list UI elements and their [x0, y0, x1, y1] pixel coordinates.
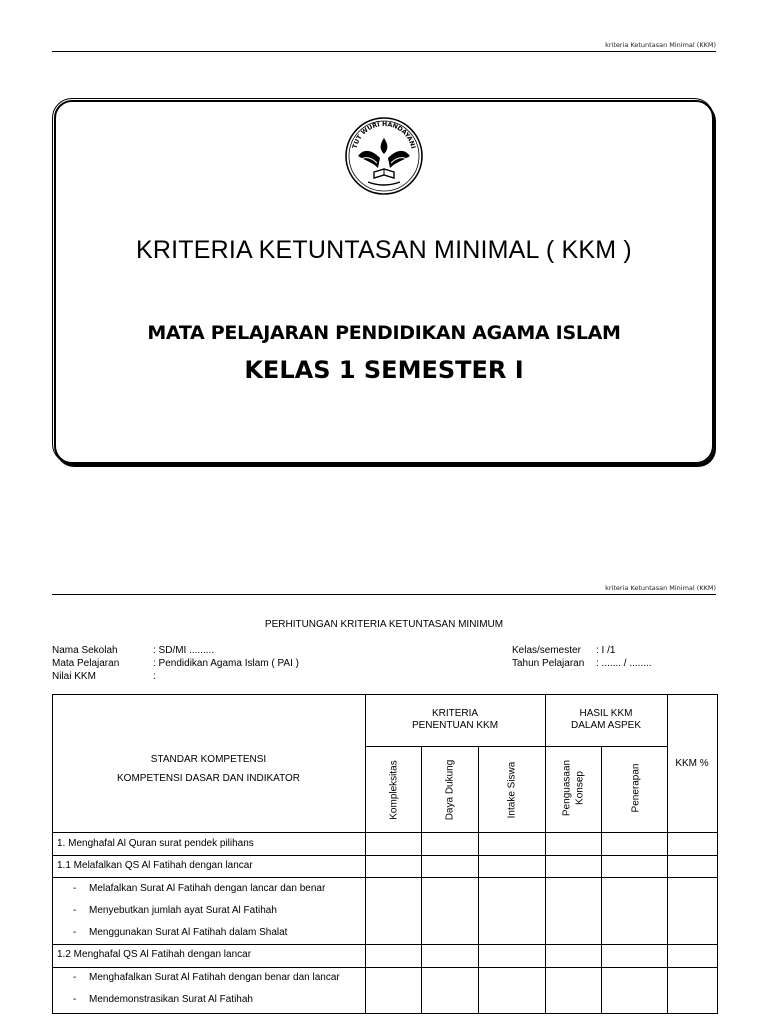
table-hline: [52, 877, 717, 878]
info-value: :: [153, 671, 156, 682]
bullet-dash: -: [73, 972, 77, 983]
running-header: kriteria Ketuntasan Minimal (KKM): [605, 41, 716, 49]
col-penguasaan: Penguasaan: [561, 759, 573, 817]
info-value: : Pendidikan Agama Islam ( PAI ): [153, 658, 299, 669]
col-daya-dukung: Daya Dukung: [444, 759, 456, 821]
row-indicator: Mendemonstrasikan Surat Al Fatihah: [89, 994, 253, 1005]
row-indicator: Menggunakan Surat Al Fatihah dalam Shalat: [89, 927, 288, 938]
col-kompleksitas: Kompleksitas: [388, 760, 400, 820]
kkm-table: [52, 694, 718, 1014]
col-konsep: Konsep: [574, 771, 586, 805]
table-hline: [365, 746, 667, 747]
header-kriteria: KRITERIA: [431, 708, 479, 719]
bullet-dash: -: [73, 994, 77, 1005]
header-rule: [52, 51, 716, 52]
header-kkm-percent: KKM %: [675, 758, 709, 769]
table-vline: [667, 694, 668, 1014]
header-hasil-kkm: HASIL KKM: [579, 708, 633, 719]
table-vline: [365, 694, 366, 1014]
info-row-class: [512, 644, 652, 657]
info-row-year: [512, 657, 652, 670]
header-rule-page2: [52, 594, 716, 595]
header-standar-kompetensi: STANDAR KOMPETENSI: [150, 754, 267, 765]
cover-title: KRITERIA KETUNTASAN MINIMAL ( KKM ): [136, 236, 632, 264]
table-hline: [52, 832, 717, 833]
table-vline: [601, 746, 602, 1014]
cover-subject: MATA PELAJARAN PENDIDIKAN AGAMA ISLAM: [147, 322, 621, 344]
row-indicator: Melafalkan Surat Al Fatihah dengan lancar dan benar: [89, 883, 326, 894]
running-header-page2: kriteria Ketuntasan Minimal (KKM): [605, 584, 716, 592]
bullet-dash: -: [73, 905, 77, 916]
tut-wuri-handayani-logo: [342, 112, 426, 198]
info-row-kkm: [52, 670, 299, 683]
row-indicator: Menyebutkan jumlah ayat Surat Al Fatihah: [89, 905, 277, 916]
row-standar-kompetensi: 1. Menghafal Al Quran surat pendek pilihans: [57, 838, 254, 849]
cover-class-semester: KELAS 1 SEMESTER I: [244, 356, 524, 384]
header-dalam-aspek: DALAM ASPEK: [570, 720, 642, 731]
logo-motto: TUT WURI HANDAYANI: [351, 120, 417, 150]
header-kompetensi-dasar: KOMPETENSI DASAR DAN INDIKATOR: [117, 773, 300, 784]
row-kompetensi-dasar: 1.1 Melafalkan QS Al Fatihah dengan lancar: [57, 860, 253, 871]
col-intake-siswa: Intake Siswa: [506, 761, 518, 819]
info-row-subject: [52, 657, 299, 670]
bullet-dash: -: [73, 927, 77, 938]
info-value: : SD/MI .........: [153, 645, 215, 656]
table-hline: [52, 967, 717, 968]
info-right: [512, 644, 652, 670]
table-vline: [478, 746, 479, 1014]
table-vline: [545, 694, 546, 1014]
info-value: : I /1: [596, 645, 616, 656]
info-value: : ....... / ........: [596, 658, 652, 669]
table-vline: [421, 746, 422, 1014]
info-left: [52, 644, 299, 683]
table-hline: [52, 944, 717, 945]
col-penerapan: Penerapan: [630, 763, 642, 813]
info-row-school: [52, 644, 299, 657]
info-label: Nama Sekolah: [52, 645, 118, 656]
info-label: Mata Pelajaran: [52, 658, 120, 669]
info-label: Nilai KKM: [52, 671, 96, 682]
row-indicator: Menghafalkan Surat Al Fatihah dengan benar dan lancar: [89, 972, 340, 983]
bullet-dash: -: [73, 883, 77, 894]
calculation-title: PERHITUNGAN KRITERIA KETUNTASAN MINIMUM: [264, 619, 504, 630]
info-label: Tahun Pelajaran: [512, 658, 585, 669]
info-label: Kelas/semester: [512, 645, 581, 656]
table-hline: [52, 855, 717, 856]
header-penentuan-kkm: PENENTUAN KKM: [411, 720, 499, 731]
row-kompetensi-dasar: 1.2 Menghafal QS Al Fatihah dengan lancar: [57, 949, 252, 960]
